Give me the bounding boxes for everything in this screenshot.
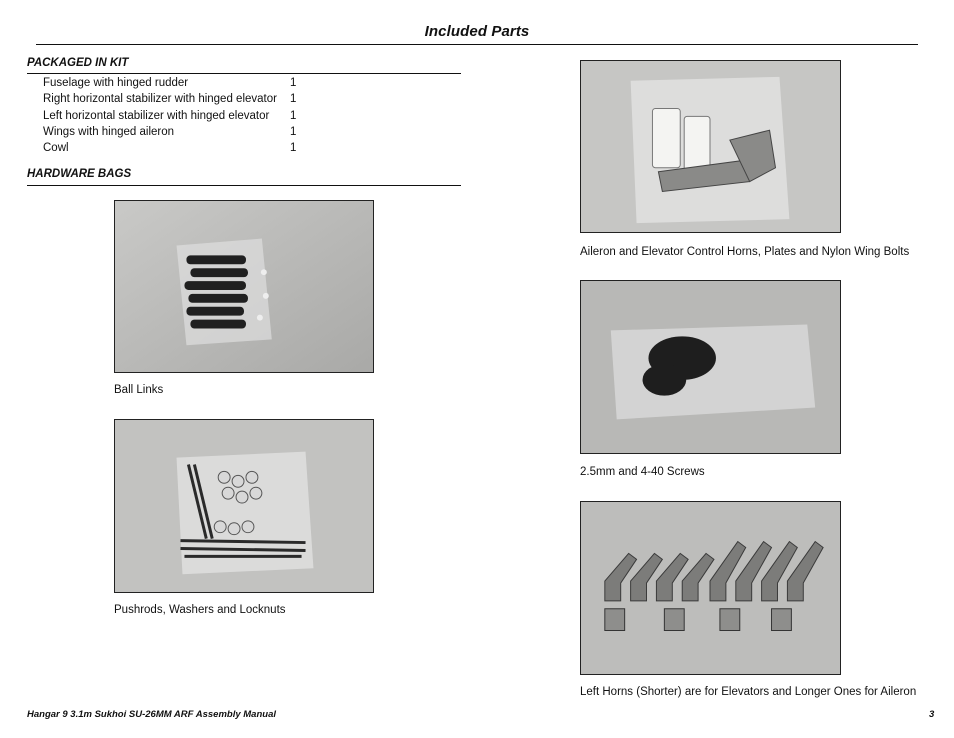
part-name: Wings with hinged aileron — [43, 125, 175, 138]
pushrods-caption: Pushrods, Washers and Locknuts — [114, 604, 286, 616]
list-item — [43, 75, 313, 91]
parts-list — [43, 75, 313, 156]
ball-links-photo — [114, 200, 374, 373]
part-quantity: 1 — [290, 125, 297, 138]
part-name: Left horizontal stabilizer with hinged elevator — [43, 109, 270, 122]
page-title: Included Parts — [424, 23, 530, 40]
part-name: Right horizontal stabilizer with hinged elevator — [43, 93, 277, 106]
part-quantity: 1 — [290, 93, 297, 106]
part-name: Fuselage with hinged rudder — [43, 77, 189, 89]
list-item — [43, 124, 313, 140]
section-heading-kit: PACKAGED IN KIT — [27, 57, 129, 69]
list-item — [43, 91, 313, 107]
horns-photo — [580, 501, 841, 675]
section-divider-hardware — [27, 185, 461, 186]
screws-photo — [580, 280, 841, 454]
part-quantity: 1 — [290, 142, 297, 155]
screws-caption: 2.5mm and 4-40 Screws — [580, 466, 705, 478]
control-horns-photo — [580, 60, 841, 233]
section-heading-hardware: HARDWARE BAGS — [27, 168, 132, 180]
part-quantity: 1 — [290, 109, 297, 122]
pushrods-photo — [114, 419, 374, 593]
list-item — [43, 140, 313, 156]
title-divider — [36, 44, 918, 45]
footer-manual-title: Hangar 9 3.1m Sukhoi SU-26MM ARF Assembly Manual — [27, 709, 276, 720]
horns-caption: Left Horns (Shorter) are for Elevators and Longer Ones for Aileron — [580, 686, 917, 698]
part-name: Cowl — [43, 142, 69, 155]
ball-links-caption: Ball Links — [114, 384, 164, 396]
control-horns-caption: Aileron and Elevator Control Horns, Plates and Nylon Wing Bolts — [580, 246, 910, 258]
part-quantity: 1 — [290, 77, 297, 89]
section-divider-kit — [27, 73, 461, 74]
page-number: 3 — [929, 709, 935, 720]
list-item — [43, 108, 313, 124]
